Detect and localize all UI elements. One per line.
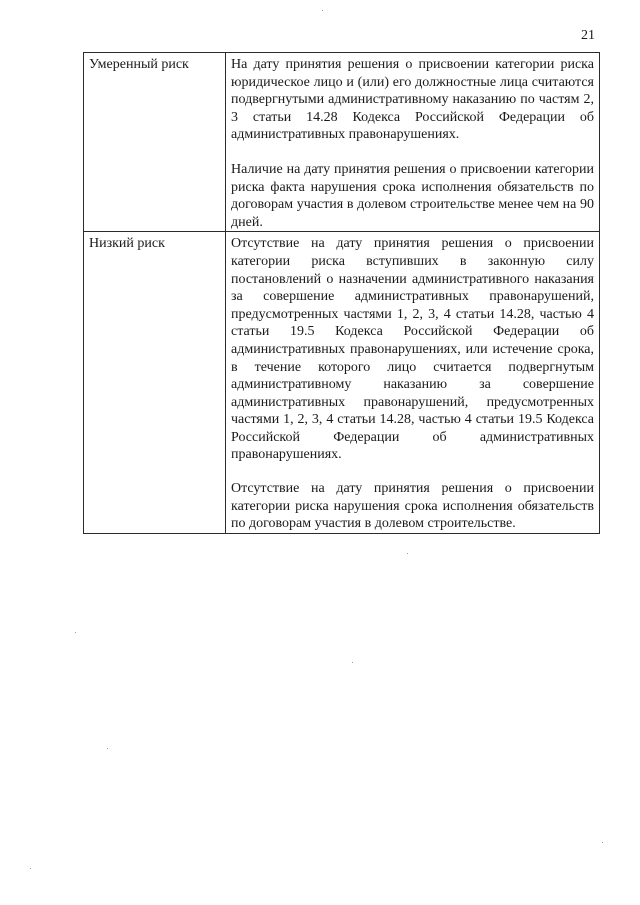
risk-category-cell: Низкий риск [84,232,226,534]
criteria-paragraph: На дату принятия решения о присвоении категории риска юридическое лицо и (или) его должностные лица считаются подвергнутыми административному наказанию по частям 2, 3 статьи 14.28 Кодекса Российской Федерации об административных правонарушениях. [231,57,594,143]
scan-speck [352,662,353,663]
scan-speck [407,553,408,554]
table-row-moderate-risk [84,53,600,232]
criteria-paragraph: Наличие на дату принятия решения о присвоении категории риска факта нарушения срока исполнения обязательств по договорам участия в долевом строительстве менее чем на 90 дней. [231,161,594,230]
scan-speck [75,632,76,633]
criteria-paragraph: Отсутствие на дату принятия решения о присвоении категории риска нарушения срока исполнения обязательств по договорам участия в долевом строительстве. [231,481,594,532]
table-row-low-risk [84,232,600,534]
risk-category-cell: Умеренный риск [84,53,226,232]
risk-criteria-cell [226,232,600,534]
scan-speck [602,842,603,843]
scan-speck [322,10,323,11]
criteria-paragraph: Отсутствие на дату принятия решения о присвоении категории риска вступивших в законную силу постановлений о назначении административного наказания за совершение административных правонарушений, предусмотренных частями 1, 2, 3, 4 статьи 14.28, частью 4 статьи 19.5 Кодекса Российской Федерации об административных правонарушениях, или истечение срока, в течение которого лицо считается подвергнутым административному наказанию за совершение административных правонарушений, предусмотренных частями 1, 2, 3, 4 статьи 14.28, частью 4 статьи 19.5 Кодекса Российской Федерации об административных правонарушениях. [231,236,594,463]
risk-category-table [83,52,600,534]
risk-criteria-cell [226,53,600,232]
page-number: 21 [581,28,595,43]
scan-speck [107,748,108,749]
scan-speck [30,868,31,869]
